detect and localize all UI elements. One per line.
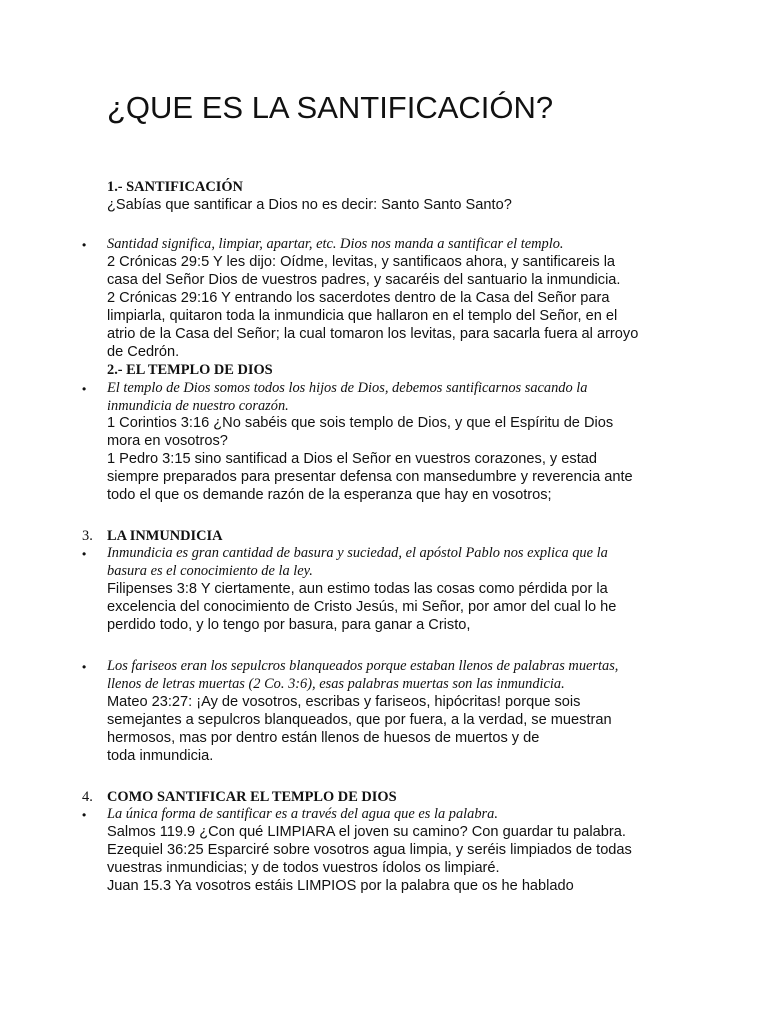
section-4-heading: COMO SANTIFICAR EL TEMPLO DE DIOS xyxy=(107,789,397,805)
section-2-emphasis: El templo de Dios somos todos los hijos de Dios, debemos santificarnos sacando la xyxy=(107,380,588,396)
section-1-line: 2 Crónicas 29:5 Y les dijo: Oídme, levitas, y santificaos ahora, y santificareis la xyxy=(107,254,616,270)
section-3-line: Filipenses 3:8 Y ciertamente, aun estimo todas las cosas como pérdida por la xyxy=(107,581,608,597)
section-3-line: semejantes a sepulcros blanqueados, que por fuera, a la verdad, se muestran xyxy=(107,712,612,728)
section-1-line: casa del Señor Dios de vuestros padres, y sacaréis del santuario la inmundicia. xyxy=(107,272,621,288)
section-3-number: 3. xyxy=(82,528,93,544)
section-4-line: Ezequiel 36:25 Esparciré sobre vosotros agua limpia, y seréis limpiados de todas xyxy=(107,842,632,858)
section-4-line: vuestras inmundicias; y de todos vuestros ídolos os limpiaré. xyxy=(107,860,500,876)
section-4-line: Salmos 119.9 ¿Con qué LIMPIARA el joven su camino? Con guardar tu palabra. xyxy=(107,824,626,840)
section-4-emphasis: La única forma de santificar es a través del agua que es la palabra. xyxy=(107,806,498,822)
section-3-emphasis: basura es el conocimiento de la ley. xyxy=(107,563,313,579)
section-4-line: Juan 15.3 Ya vosotros estáis LIMPIOS por la palabra que os he hablado xyxy=(107,878,574,894)
section-2-heading: 2.- EL TEMPLO DE DIOS xyxy=(107,362,273,378)
section-3-line: toda inmundicia. xyxy=(107,748,214,764)
section-2-line: 1 Pedro 3:15 sino santificad a Dios el Señor en vuestros corazones, y estad xyxy=(107,451,597,467)
section-1-line: atrio de la Casa del Señor; la cual tomaron los levitas, para sacarla fuera al arroyo xyxy=(107,326,639,342)
bullet-icon: • xyxy=(82,238,87,252)
bullet-icon: • xyxy=(82,660,87,674)
bullet-icon: • xyxy=(82,382,87,396)
section-1-emphasis: Santidad significa, limpiar, apartar, etc. Dios nos manda a santificar el templo. xyxy=(107,236,564,252)
section-3-line: excelencia del conocimiento de Cristo Jesús, mi Señor, por amor del cual lo he xyxy=(107,599,617,615)
section-1-line: 2 Crónicas 29:16 Y entrando los sacerdotes dentro de la Casa del Señor para xyxy=(107,290,610,306)
section-1-line: limpiarla, quitaron toda la inmundicia que hallaron en el templo del Señor, en el xyxy=(107,308,618,324)
section-3-emphasis: llenos de letras muertas (2 Co. 3:6), esas palabras muertas son las inmundicia. xyxy=(107,676,565,692)
section-2-line: siempre preparados para presentar defensa con mansedumbre y reverencia ante xyxy=(107,469,633,485)
section-2-line: 1 Corintios 3:16 ¿No sabéis que sois templo de Dios, y que el Espíritu de Dios xyxy=(107,415,614,431)
section-2-line: todo el que os demande razón de la esperanza que hay en vosotros; xyxy=(107,487,552,503)
section-1-intro: ¿Sabías que santificar a Dios no es decir: Santo Santo Santo? xyxy=(107,197,512,213)
section-3-emphasis: Inmundicia es gran cantidad de basura y suciedad, el apóstol Pablo nos explica que la xyxy=(107,545,608,561)
section-1-heading: 1.- SANTIFICACIÓN xyxy=(107,179,243,195)
section-3-line: Mateo 23:27: ¡Ay de vosotros, escribas y fariseos, hipócritas! porque sois xyxy=(107,694,581,710)
section-2-emphasis: inmundicia de nuestro corazón. xyxy=(107,398,289,414)
bullet-icon: • xyxy=(82,808,87,822)
section-3-line: perdido todo, y lo tengo por basura, para ganar a Cristo, xyxy=(107,617,471,633)
bullet-icon: • xyxy=(82,547,87,561)
section-2-line: mora en vosotros? xyxy=(107,433,228,449)
section-1-line: de Cedrón. xyxy=(107,344,180,360)
section-3-line: hermosos, mas por dentro están llenos de huesos de muertos y de xyxy=(107,730,540,746)
section-4-number: 4. xyxy=(82,789,93,805)
section-3-heading: LA INMUNDICIA xyxy=(107,528,223,544)
section-3-emphasis: Los fariseos eran los sepulcros blanqueados porque estaban llenos de palabras muertas, xyxy=(107,658,619,674)
page-title: ¿QUE ES LA SANTIFICACIÓN? xyxy=(107,90,554,125)
